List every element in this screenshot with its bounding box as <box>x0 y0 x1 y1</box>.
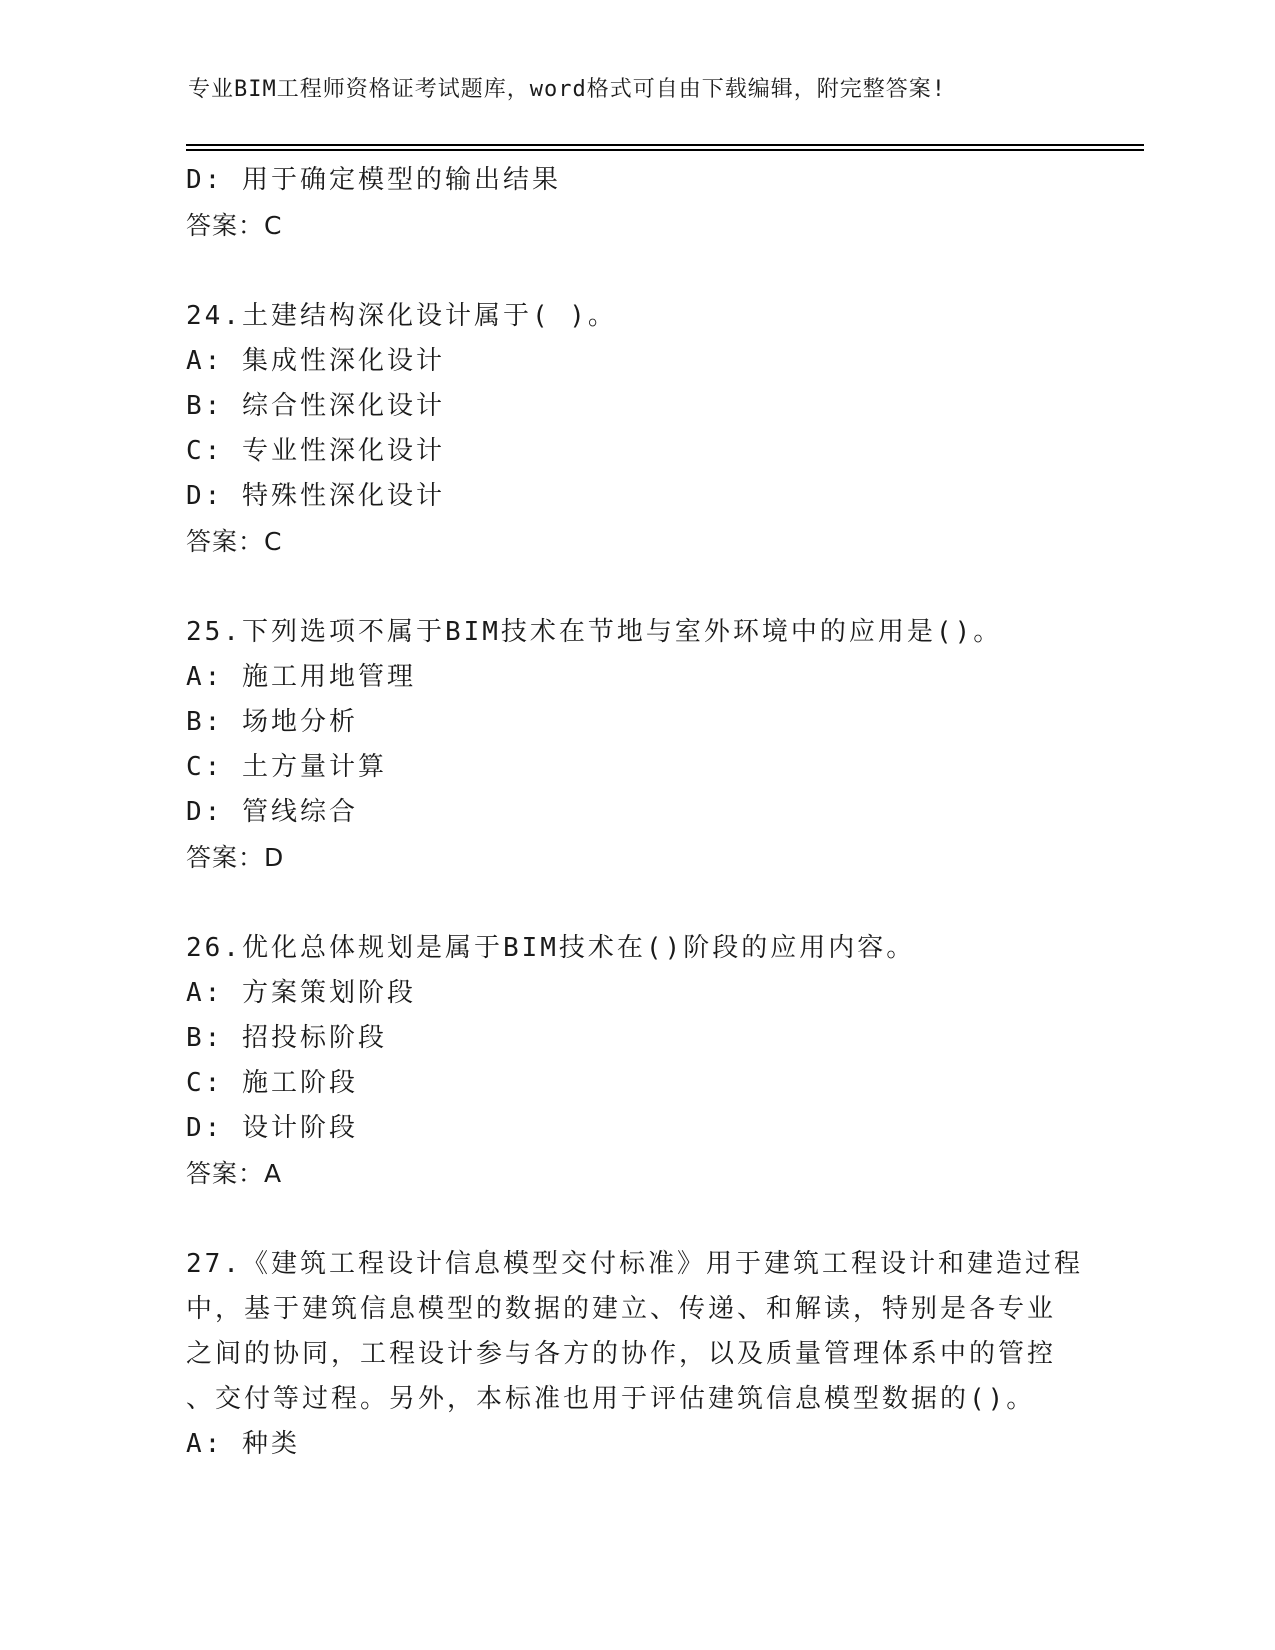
question-content <box>186 158 1086 1467</box>
option-c: C: 专业性深化设计 <box>186 436 445 466</box>
question-26 <box>186 926 1086 1196</box>
spacer <box>186 248 1086 294</box>
question-stem: 26.优化总体规划是属于BIM技术在()阶段的应用内容。 <box>186 933 916 963</box>
question-stem-line-4: 、交付等过程。另外，本标准也用于评估建筑信息模型数据的()。 <box>186 1384 1036 1414</box>
question-stem-line-3: 之间的协同，工程设计参与各方的协作，以及质量管理体系中的管控 <box>186 1339 1057 1369</box>
question-stem: 25.下列选项不属于BIM技术在节地与室外环境中的应用是()。 <box>186 617 1003 647</box>
question-24 <box>186 294 1086 564</box>
spacer <box>186 880 1086 926</box>
option-a: A: 种类 <box>186 1429 300 1459</box>
header-divider-secondary <box>186 149 1144 151</box>
option-d: D: 设计阶段 <box>186 1113 358 1143</box>
question-25 <box>186 610 1086 880</box>
question-stem-line-2: 中，基于建筑信息模型的数据的建立、传递、和解读，特别是各专业 <box>186 1294 1057 1324</box>
question-27 <box>186 1242 1086 1467</box>
page-header: 专业BIM工程师资格证考试题库，word格式可自由下载编辑，附完整答案! <box>188 77 946 102</box>
answer: 答案：D <box>186 843 285 872</box>
option-d: D: 特殊性深化设计 <box>186 481 445 511</box>
option-d: D: 用于确定模型的输出结果 <box>186 165 561 195</box>
option-a: A: 方案策划阶段 <box>186 978 416 1008</box>
option-a: A: 集成性深化设计 <box>186 346 445 376</box>
option-b: B: 综合性深化设计 <box>186 391 445 421</box>
spacer <box>186 1196 1086 1242</box>
option-c: C: 施工阶段 <box>186 1068 358 1098</box>
question-stem: 24.土建结构深化设计属于( )。 <box>186 301 617 331</box>
option-a: A: 施工用地管理 <box>186 662 416 692</box>
header-divider <box>186 144 1144 146</box>
option-b: B: 场地分析 <box>186 707 358 737</box>
question-stem-line-1: 27.《建筑工程设计信息模型交付标准》用于建筑工程设计和建造过程 <box>186 1249 1083 1279</box>
option-c: C: 土方量计算 <box>186 752 387 782</box>
answer: 答案：A <box>186 1159 283 1188</box>
answer: 答案：C <box>186 527 283 556</box>
option-d: D: 管线综合 <box>186 797 358 827</box>
spacer <box>186 564 1086 610</box>
answer: 答案：C <box>186 211 283 240</box>
option-b: B: 招投标阶段 <box>186 1023 387 1053</box>
